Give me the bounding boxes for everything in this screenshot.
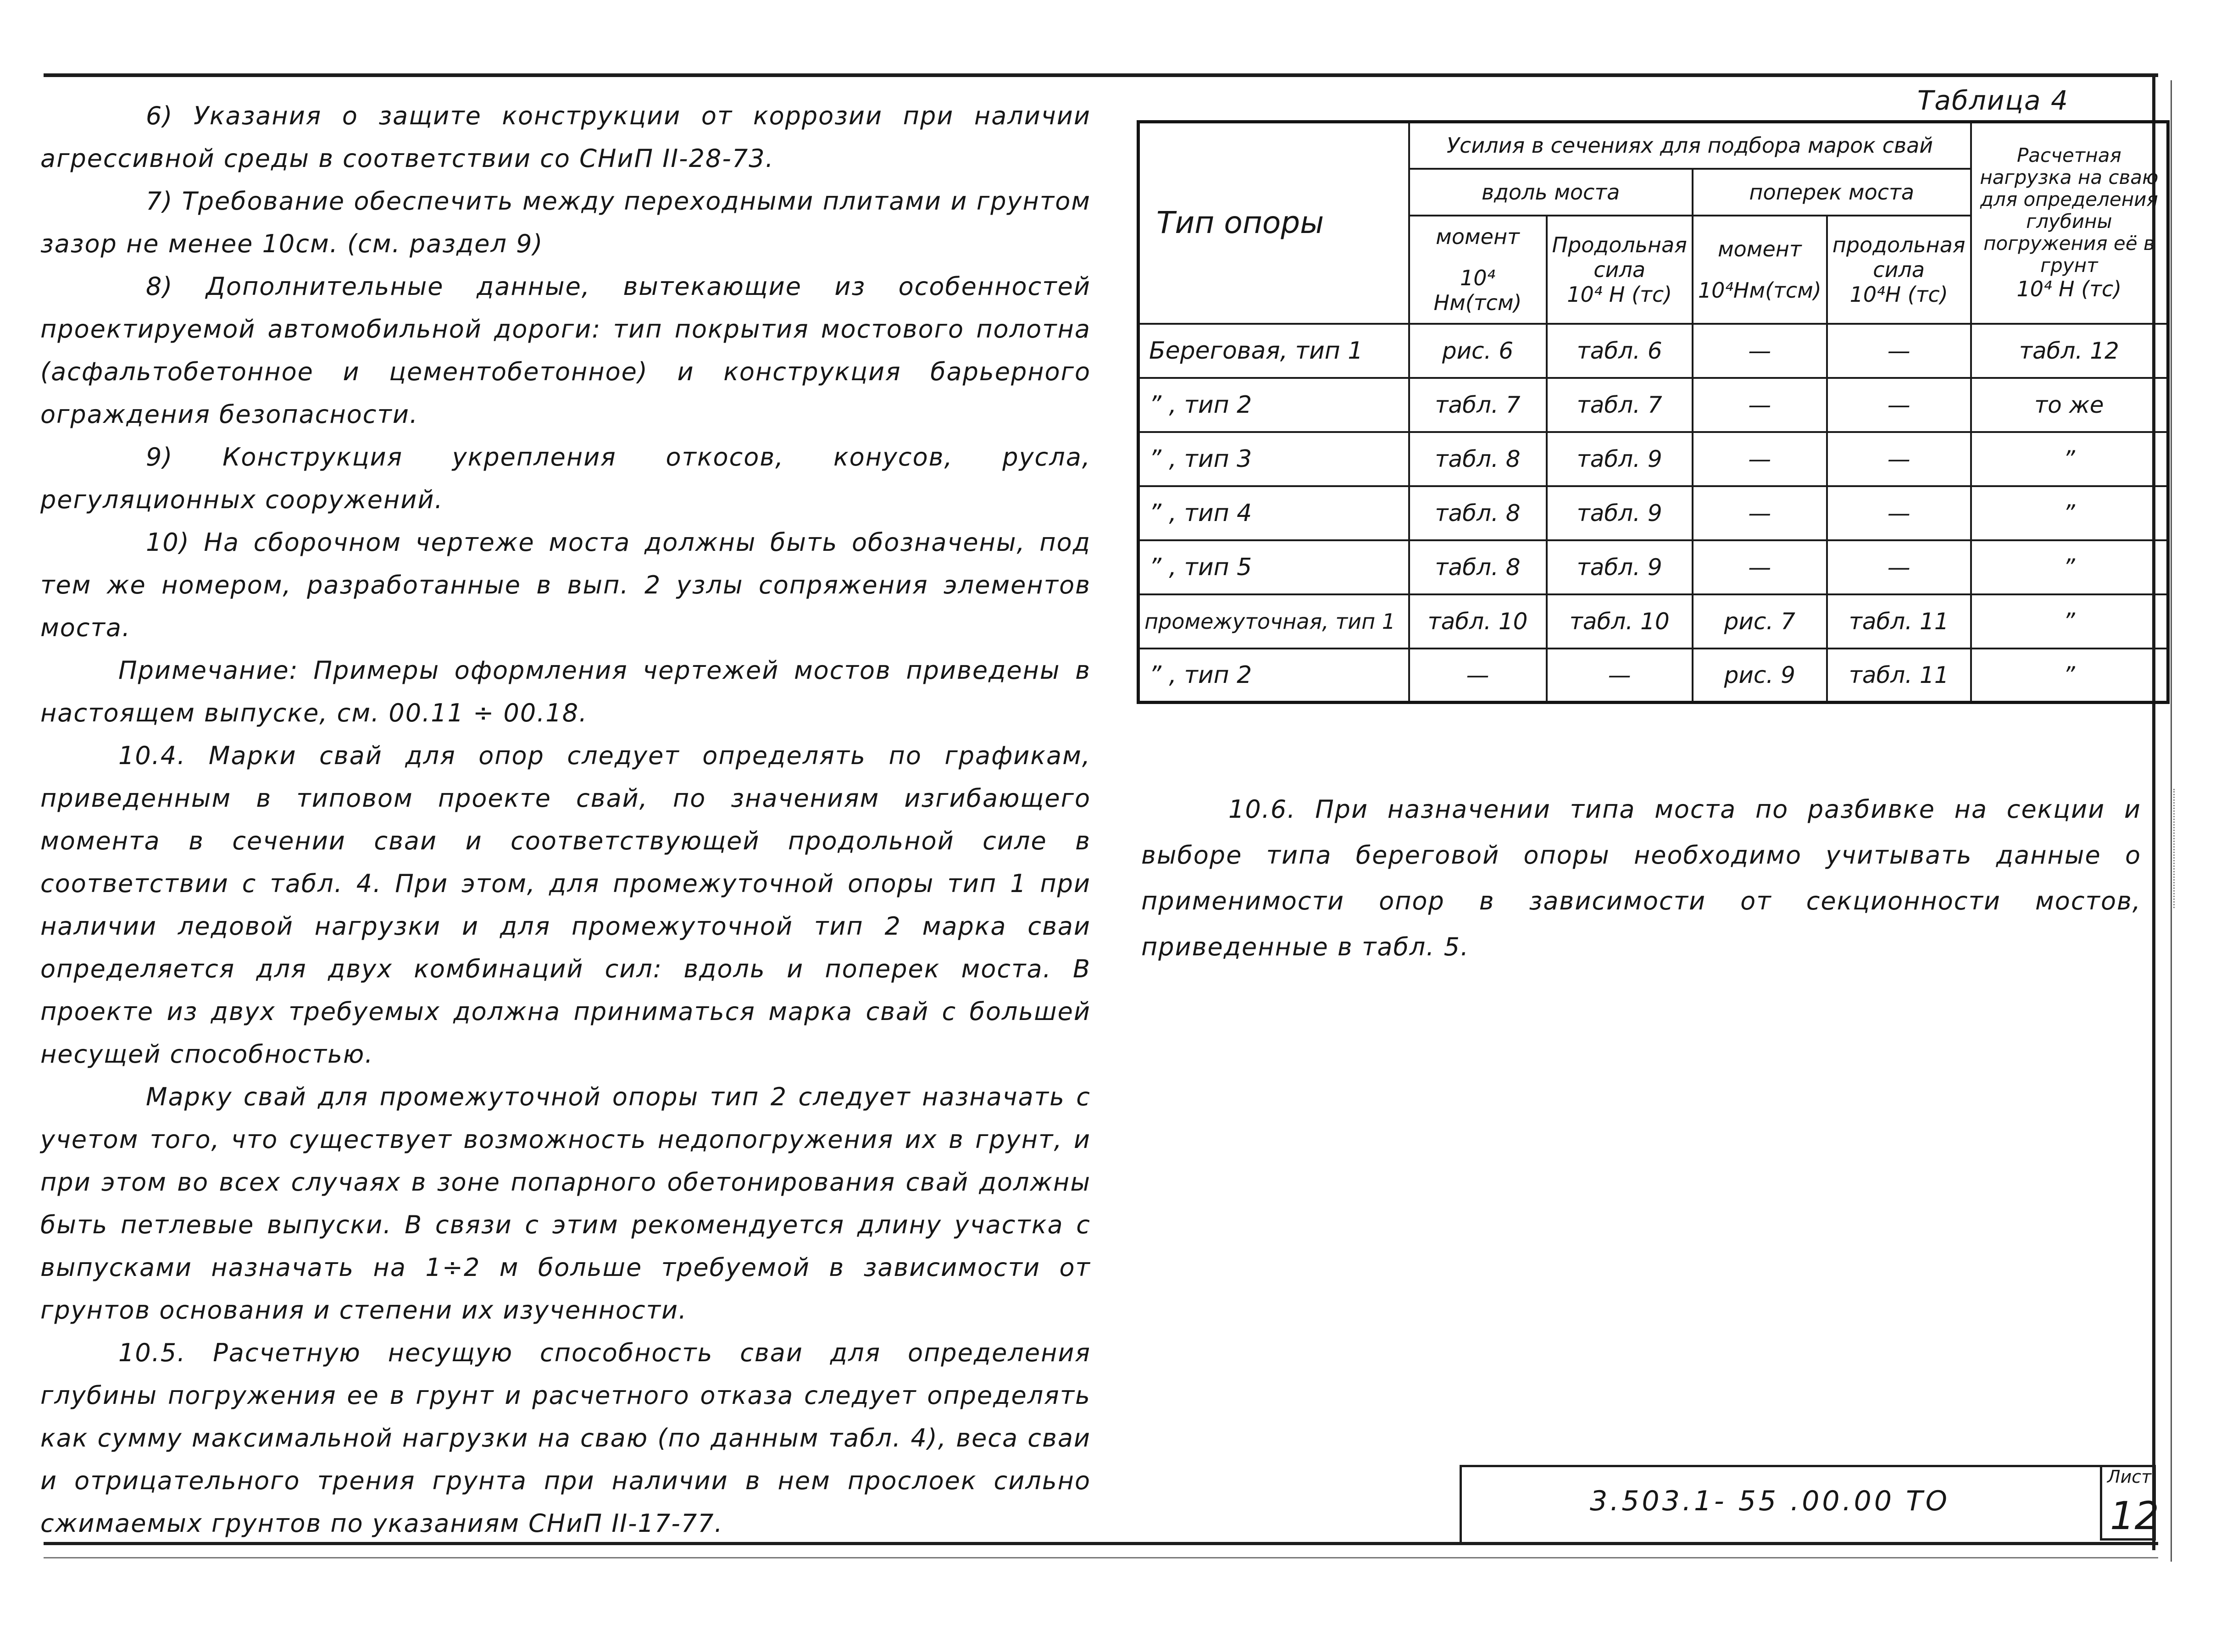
row-cell: рис. 6 <box>1409 324 1547 378</box>
row-cell: — <box>1547 649 1693 703</box>
table-row <box>1138 378 2168 432</box>
row-cell: — <box>1827 540 1971 594</box>
header-moment-across-unit: 10⁴Нм(тсм) <box>1698 277 1821 303</box>
header-moment-along-label: момент <box>1436 224 1520 249</box>
pile-selection-table <box>1137 120 2170 704</box>
row-cell: — <box>1827 432 1971 486</box>
row-cell: табл. 8 <box>1409 486 1547 540</box>
table-row <box>1138 649 2168 703</box>
row-cell: ” <box>1971 486 2168 540</box>
paragraph-item-9: 9) Конструкция укрепления откосов, конусов, русла, регуляционных сооружений. <box>40 443 1091 514</box>
paragraph-note: Примечание: Примеры оформления чертежей мостов приведены в настоящем выпуске, см. 00.11 ÷ 00.18. <box>40 656 1091 727</box>
scan-margin-mark <box>2173 789 2182 908</box>
row-cell: табл. 8 <box>1409 540 1547 594</box>
row-type: ” , тип 2 <box>1138 649 1409 703</box>
table-row <box>1138 540 2168 594</box>
header-axial-along <box>1547 216 1693 324</box>
row-type: промежуточная, тип 1 <box>1138 594 1409 649</box>
table-row <box>1138 594 2168 649</box>
row-cell: ” <box>1971 649 2168 703</box>
header-moment-along-unit: 10⁴ Нм(тсм) <box>1433 265 1522 315</box>
table-row <box>1138 486 2168 540</box>
row-cell: табл. 7 <box>1409 378 1547 432</box>
row-cell: — <box>1827 486 1971 540</box>
row-cell: табл. 7 <box>1547 378 1693 432</box>
paragraph-item-8: 8) Дополнительные данные, вытекающие из особенностей проектируемой автомобильной дороги: тип покрытия мостового полотна (асфальтобетонное и цементобетонное) и конструкция барьерного ограждения безопасности. <box>40 272 1091 429</box>
row-cell: рис. 7 <box>1693 594 1827 649</box>
paragraph-10-6: 10.6. При назначении типа моста по разбивке на секции и выборе типа береговой опоры необходимо учитывать данные о применимости опор в зависимости от секционности мостов, приведенные в табл. 5. <box>1141 795 2141 961</box>
row-cell: табл. 9 <box>1547 432 1693 486</box>
bottom-thin-line <box>44 1557 2158 1558</box>
row-cell: табл. 10 <box>1547 594 1693 649</box>
header-axial-across-label: продольная сила <box>1832 232 1966 282</box>
paragraph-pile-marks: Марку свай для промежуточной опоры тип 2 следует назначать с учетом того, что существует возможность недопогружения их в грунт, и при этом во всех случаях в зоне попарного обетонирования свай должны быть петлевые выпуски. В связи с этим рекомендуется длину участка с выпусками назначать на 1÷2 м больше требуемой в зависимости от грунтов основания и степени их изученности. <box>40 1082 1091 1325</box>
row-cell: табл. 9 <box>1547 540 1693 594</box>
right-outer-line <box>2171 80 2172 1562</box>
header-forces-group: Усилия в сечениях для подбора марок свай <box>1409 122 1971 169</box>
paragraph-10-5: 10.5. Расчетную несущую способность сваи для определения глубины погружения ее в грунт и расчетного отказа следует определять как сумму максимальной нагрузки на сваю (по данным табл. 4), веса сваи и отрицательного трения грунта при наличии в нем прослоек сильно сжимаемых грунтов по указаниям СНиП II-17-77. <box>40 1338 1091 1538</box>
row-cell: ” <box>1971 432 2168 486</box>
paragraph-item-6: 6) Указания о защите конструкции от коррозии при наличии агрессивной среды в соответствии со СНиП II-28-73. <box>40 101 1091 173</box>
row-cell: то же <box>1971 378 2168 432</box>
row-cell: табл. 9 <box>1547 486 1693 540</box>
row-cell: — <box>1409 649 1547 703</box>
header-moment-across-label: момент <box>1717 236 1802 261</box>
row-cell: — <box>1827 378 1971 432</box>
row-cell: — <box>1693 486 1827 540</box>
row-cell: ” <box>1971 540 2168 594</box>
header-design-load-unit: 10⁴ Н (тс) <box>2016 277 2122 302</box>
header-support-type: Тип опоры <box>1138 122 1409 324</box>
sheet-label: Лист <box>2107 1467 2152 1487</box>
paragraph-item-7: 7) Требование обеспечить между переходными плитами и грунтом зазор не менее 10см. (см. раздел 9) <box>40 187 1091 258</box>
left-text-column <box>40 94 1091 1545</box>
document-code: 3.503.1- 55 .00.00 ТО <box>1590 1485 1950 1517</box>
row-cell: — <box>1693 324 1827 378</box>
header-axial-across <box>1827 216 1971 324</box>
table-row <box>1138 432 2168 486</box>
row-cell: — <box>1827 324 1971 378</box>
header-along-bridge: вдоль моста <box>1409 169 1693 216</box>
table-row <box>1138 324 2168 378</box>
header-design-load <box>1971 122 2168 324</box>
header-moment-across <box>1693 216 1827 324</box>
row-cell: ” <box>1971 594 2168 649</box>
header-design-load-text: Расчетная нагрузка на сваю для определения глубины погружения её в грунт <box>1980 144 2159 277</box>
header-axial-across-unit: 10⁴Н (тс) <box>1849 282 1948 307</box>
row-type: Береговая, тип 1 <box>1138 324 1409 378</box>
row-cell: табл. 11 <box>1827 649 1971 703</box>
paragraph-item-10: 10) На сборочном чертеже моста должны быть обозначены, под тем же номером, разработанные в вып. 2 узлы сопряжения элементов моста. <box>40 528 1091 642</box>
table-caption: Таблица 4 <box>1917 85 2069 116</box>
row-type: ” , тип 2 <box>1138 378 1409 432</box>
row-type: ” , тип 5 <box>1138 540 1409 594</box>
row-type: ” , тип 4 <box>1138 486 1409 540</box>
header-axial-along-label: Продольная сила <box>1552 232 1687 282</box>
row-cell: рис. 9 <box>1693 649 1827 703</box>
sheet-number: 12 <box>2110 1493 2159 1538</box>
row-cell: табл. 11 <box>1827 594 1971 649</box>
paragraph-10-4: 10.4. Марки свай для опор следует определять по графикам, приведенным в типовом проекте свай, по значениям изгибающего момента в сечении сваи и соответствующей продольной силе в соответствии с табл. 4. При этом, для промежуточной опоры тип 1 при наличии ледовой нагрузки и для промежуточной тип 2 марка сваи определяется для двух комбинаций сил: вдоль и поперек моста. В проекте из двух требуемых должна приниматься марка свай с большей несущей способностью. <box>40 741 1091 1069</box>
row-cell: табл. 6 <box>1547 324 1693 378</box>
header-axial-along-unit: 10⁴ Н (тс) <box>1567 282 1672 307</box>
row-cell: — <box>1693 540 1827 594</box>
top-border-line <box>44 73 2158 77</box>
header-moment-along <box>1409 216 1547 324</box>
row-cell: табл. 12 <box>1971 324 2168 378</box>
row-cell: табл. 8 <box>1409 432 1547 486</box>
header-across-bridge: поперек моста <box>1693 169 1971 216</box>
row-cell: — <box>1693 432 1827 486</box>
row-type: ” , тип 3 <box>1138 432 1409 486</box>
row-cell: — <box>1693 378 1827 432</box>
row-cell: табл. 10 <box>1409 594 1547 649</box>
